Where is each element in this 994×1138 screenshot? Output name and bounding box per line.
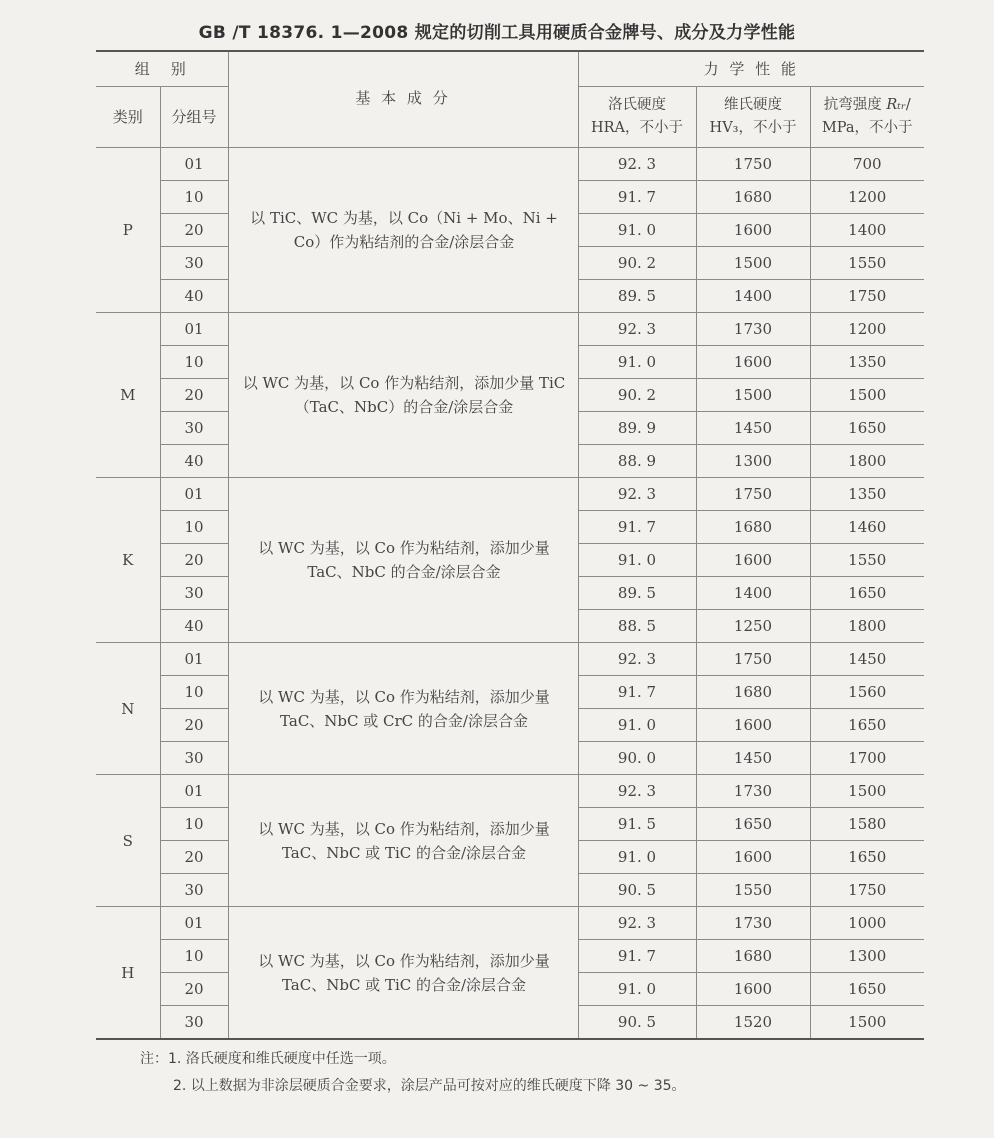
hra-cell: 91. 7 (578, 676, 696, 709)
bend-cell: 1350 (810, 346, 924, 379)
subgroup-cell: 40 (160, 445, 228, 478)
subgroup-cell: 20 (160, 709, 228, 742)
carbide-grades-table (96, 50, 924, 1040)
subgroup-cell: 20 (160, 544, 228, 577)
header-composition: 基 本 成 分 (228, 51, 578, 148)
bend-cell: 1300 (810, 940, 924, 973)
subgroup-cell: 10 (160, 181, 228, 214)
header-mechanical: 力 学 性 能 (578, 51, 924, 87)
category-cell: S (96, 775, 160, 907)
header-hra-line2: HRA，不小于 (590, 120, 684, 136)
hv-cell: 1600 (696, 214, 810, 247)
hra-cell: 91. 0 (578, 841, 696, 874)
hv-cell: 1600 (696, 709, 810, 742)
hv-cell: 1250 (696, 610, 810, 643)
header-hv (696, 87, 810, 148)
bend-cell: 1650 (810, 577, 924, 610)
category-cell: N (96, 643, 160, 775)
table-row (96, 907, 924, 940)
table-row (96, 478, 924, 511)
category-cell: P (96, 148, 160, 313)
category-cell: K (96, 478, 160, 643)
subgroup-cell: 30 (160, 874, 228, 907)
hv-cell: 1400 (696, 577, 810, 610)
subgroup-cell: 10 (160, 808, 228, 841)
hra-cell: 90. 2 (578, 379, 696, 412)
hra-cell: 88. 5 (578, 610, 696, 643)
hv-cell: 1550 (696, 874, 810, 907)
bend-cell: 1500 (810, 379, 924, 412)
subgroup-cell: 20 (160, 973, 228, 1006)
hra-cell: 91. 7 (578, 940, 696, 973)
subgroup-cell: 10 (160, 676, 228, 709)
hv-cell: 1750 (696, 148, 810, 181)
hv-cell: 1730 (696, 313, 810, 346)
header-hv-line1: 维氏硬度 (724, 97, 783, 113)
composition-cell: 以 WC 为基，以 Co 作为粘结剂，添加少量 TaC、NbC 的合金/涂层合金 (228, 478, 578, 643)
subgroup-cell: 10 (160, 940, 228, 973)
hra-cell: 91. 5 (578, 808, 696, 841)
subgroup-cell: 30 (160, 247, 228, 280)
subgroup-cell: 01 (160, 478, 228, 511)
hra-cell: 91. 0 (578, 709, 696, 742)
hra-cell: 92. 3 (578, 643, 696, 676)
hra-cell: 89. 5 (578, 280, 696, 313)
subgroup-cell: 30 (160, 577, 228, 610)
header-bend-line1: 抗弯强度 (823, 97, 882, 113)
subgroup-cell: 01 (160, 775, 228, 808)
hv-cell: 1680 (696, 181, 810, 214)
hv-cell: 1750 (696, 478, 810, 511)
hv-cell: 1650 (696, 808, 810, 841)
header-category: 类别 (96, 87, 160, 148)
subgroup-cell: 30 (160, 1006, 228, 1040)
bend-cell: 1700 (810, 742, 924, 775)
table-row (96, 775, 924, 808)
hv-cell: 1680 (696, 676, 810, 709)
bend-cell: 1550 (810, 247, 924, 280)
subgroup-cell: 01 (160, 643, 228, 676)
hv-cell: 1450 (696, 412, 810, 445)
subgroup-cell: 01 (160, 148, 228, 181)
bend-cell: 1500 (810, 775, 924, 808)
hv-cell: 1680 (696, 511, 810, 544)
note-2: 2. 以上数据为非涂层硬质合金要求，涂层产品可按对应的维氏硬度下降 30 ~ 35。 (173, 1078, 686, 1094)
header-bend-symbol: Rₜᵣ (886, 97, 906, 113)
subgroup-cell: 20 (160, 841, 228, 874)
bend-cell: 1650 (810, 973, 924, 1006)
category-cell: H (96, 907, 160, 1040)
hra-cell: 90. 5 (578, 1006, 696, 1040)
hra-cell: 91. 0 (578, 346, 696, 379)
composition-cell: 以 TiC、WC 为基，以 Co（Ni + Mo、Ni + Co）作为粘结剂的合金/涂层合金 (228, 148, 578, 313)
subgroup-cell: 20 (160, 379, 228, 412)
hv-cell: 1600 (696, 544, 810, 577)
hv-cell: 1450 (696, 742, 810, 775)
composition-cell: 以 WC 为基，以 Co 作为粘结剂，添加少量 TaC、NbC 或 TiC 的合金/涂层合金 (228, 907, 578, 1040)
bend-cell: 1200 (810, 313, 924, 346)
bend-cell: 1560 (810, 676, 924, 709)
hra-cell: 92. 3 (578, 478, 696, 511)
category-cell: M (96, 313, 160, 478)
hv-cell: 1500 (696, 379, 810, 412)
bend-cell: 1650 (810, 841, 924, 874)
header-bend (810, 87, 924, 148)
hv-cell: 1600 (696, 841, 810, 874)
bend-cell: 1580 (810, 808, 924, 841)
bend-cell: 1550 (810, 544, 924, 577)
hra-cell: 91. 0 (578, 973, 696, 1006)
hv-cell: 1520 (696, 1006, 810, 1040)
table-title: GB /T 18376. 1—2008 规定的切削工具用硬质合金牌号、成分及力学性能 (198, 23, 796, 43)
bend-cell: 1350 (810, 478, 924, 511)
composition-cell: 以 WC 为基，以 Co 作为粘结剂，添加少量 TaC、NbC 或 CrC 的合金/涂层合金 (228, 643, 578, 775)
table-row (96, 643, 924, 676)
hra-cell: 90. 5 (578, 874, 696, 907)
hra-cell: 89. 9 (578, 412, 696, 445)
composition-cell: 以 WC 为基，以 Co 作为粘结剂，添加少量 TiC（TaC、NbC）的合金/涂层合金 (228, 313, 578, 478)
hv-cell: 1400 (696, 280, 810, 313)
subgroup-cell: 10 (160, 346, 228, 379)
hra-cell: 92. 3 (578, 907, 696, 940)
header-bend-line2: MPa，不小于 (821, 120, 913, 136)
header-hra (578, 87, 696, 148)
hra-cell: 92. 3 (578, 148, 696, 181)
table-row (96, 148, 924, 181)
bend-cell: 1450 (810, 643, 924, 676)
hra-cell: 92. 3 (578, 775, 696, 808)
hra-cell: 88. 9 (578, 445, 696, 478)
bend-cell: 700 (810, 148, 924, 181)
hv-cell: 1500 (696, 247, 810, 280)
notes (140, 1046, 686, 1100)
hv-cell: 1300 (696, 445, 810, 478)
hra-cell: 91. 7 (578, 511, 696, 544)
bend-cell: 1400 (810, 214, 924, 247)
hv-cell: 1600 (696, 346, 810, 379)
header-row-1 (96, 51, 924, 87)
composition-cell: 以 WC 为基，以 Co 作为粘结剂，添加少量 TaC、NbC 或 TiC 的合金/涂层合金 (228, 775, 578, 907)
subgroup-cell: 30 (160, 742, 228, 775)
header-group: 组 别 (96, 51, 228, 87)
hra-cell: 90. 0 (578, 742, 696, 775)
bend-cell: 1650 (810, 709, 924, 742)
hra-cell: 91. 7 (578, 181, 696, 214)
hra-cell: 92. 3 (578, 313, 696, 346)
bend-cell: 1800 (810, 610, 924, 643)
hv-cell: 1730 (696, 907, 810, 940)
header-hra-line1: 洛氏硬度 (608, 97, 667, 113)
subgroup-cell: 20 (160, 214, 228, 247)
note-1: 注：1. 洛氏硬度和维氏硬度中任选一项。 (140, 1051, 396, 1067)
subgroup-cell: 30 (160, 412, 228, 445)
subgroup-cell: 40 (160, 280, 228, 313)
bend-cell: 1750 (810, 280, 924, 313)
hra-cell: 91. 0 (578, 544, 696, 577)
bend-cell: 1460 (810, 511, 924, 544)
subgroup-cell: 10 (160, 511, 228, 544)
table-row (96, 313, 924, 346)
hra-cell: 90. 2 (578, 247, 696, 280)
bend-cell: 1000 (810, 907, 924, 940)
subgroup-cell: 40 (160, 610, 228, 643)
bend-cell: 1750 (810, 874, 924, 907)
hra-cell: 91. 0 (578, 214, 696, 247)
subgroup-cell: 01 (160, 907, 228, 940)
bend-cell: 1500 (810, 1006, 924, 1040)
header-bend-slash: / (905, 97, 911, 113)
hv-cell: 1600 (696, 973, 810, 1006)
hv-cell: 1730 (696, 775, 810, 808)
bend-cell: 1200 (810, 181, 924, 214)
hv-cell: 1680 (696, 940, 810, 973)
header-hv-line2: HV₃，不小于 (709, 120, 797, 136)
table-body (96, 51, 924, 1039)
bend-cell: 1650 (810, 412, 924, 445)
hv-cell: 1750 (696, 643, 810, 676)
hra-cell: 89. 5 (578, 577, 696, 610)
bend-cell: 1800 (810, 445, 924, 478)
header-subgroup: 分组号 (160, 87, 228, 148)
subgroup-cell: 01 (160, 313, 228, 346)
